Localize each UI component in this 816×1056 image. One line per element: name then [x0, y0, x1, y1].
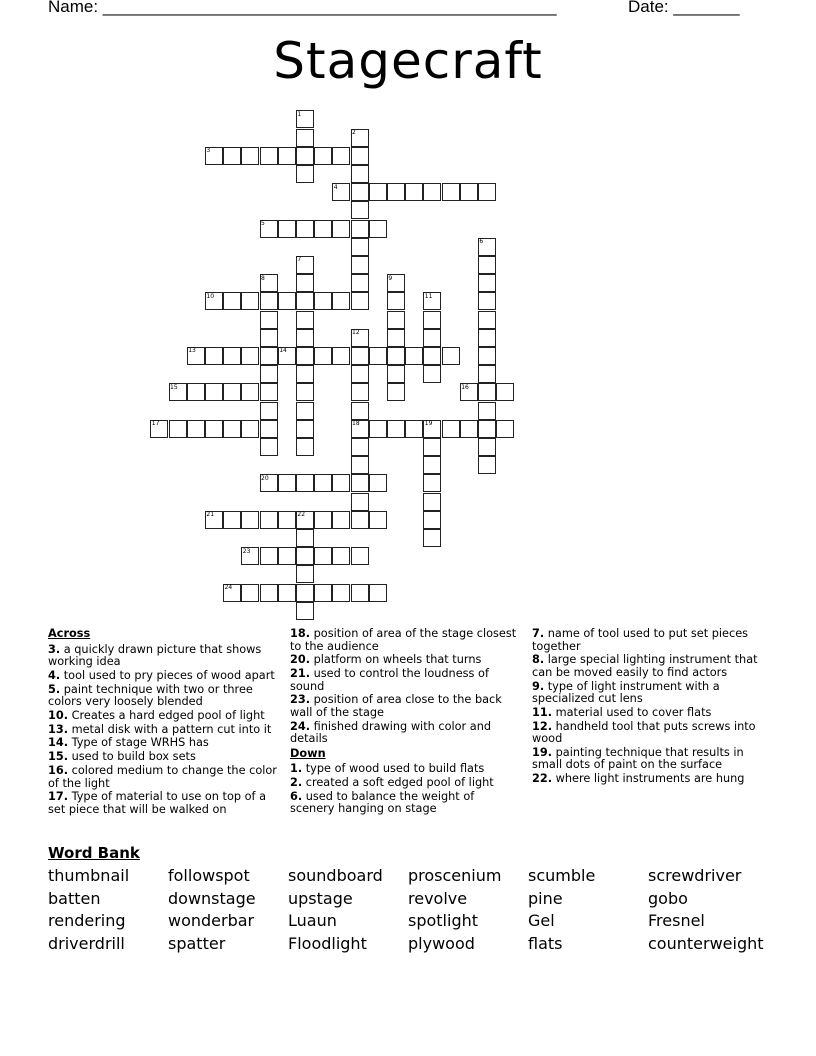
clue-number: 23.: [290, 693, 311, 707]
crossword-cell[interactable]: [387, 383, 405, 401]
crossword-cell[interactable]: [351, 347, 369, 365]
crossword-cell[interactable]: [260, 584, 278, 602]
crossword-cell[interactable]: [241, 584, 259, 602]
clue-number: 7.: [532, 627, 545, 640]
clue-item: [290, 763, 522, 776]
clue-item: [290, 654, 522, 667]
clues-column-2: [290, 628, 522, 817]
crossword-cell[interactable]: [278, 220, 296, 238]
crossword-cell[interactable]: [423, 456, 441, 474]
clue-number: 20.: [290, 653, 311, 667]
crossword-cell[interactable]: [351, 456, 369, 474]
crossword-cell[interactable]: [369, 584, 387, 602]
page-title: Stagecraft: [273, 32, 543, 90]
word-bank-item: thumbnail: [48, 866, 130, 885]
crossword-cell[interactable]: [351, 365, 369, 383]
clue-text: finished drawing with color and details: [290, 719, 492, 746]
crossword-cell[interactable]: [332, 547, 350, 565]
crossword-cell[interactable]: [460, 420, 478, 438]
clue-number: 7: [297, 256, 302, 264]
clue-item: [532, 721, 764, 746]
clue-number: 15: [170, 383, 178, 391]
crossword-cell[interactable]: [423, 329, 441, 347]
word-bank-item: Floodlight: [288, 934, 367, 954]
crossword-cell[interactable]: [460, 183, 478, 201]
clue-item: [48, 670, 278, 683]
clue-item: [290, 777, 522, 790]
crossword-cell[interactable]: [332, 511, 350, 529]
clue-number: 19.: [532, 745, 553, 759]
crossword-cell[interactable]: [223, 383, 241, 401]
crossword-cell[interactable]: [296, 402, 314, 420]
crossword-cell[interactable]: [260, 511, 278, 529]
clue-number: 18: [352, 420, 360, 428]
crossword-cell[interactable]: [296, 474, 314, 492]
clue-number: 15.: [48, 750, 69, 764]
clue-number: 1: [297, 110, 302, 118]
crossword-cell[interactable]: [260, 147, 278, 165]
clue-text: used to balance the weight of scenery hanging on stage: [290, 789, 475, 816]
crossword-cell[interactable]: [423, 438, 441, 456]
crossword-cell[interactable]: [351, 165, 369, 183]
crossword-cell[interactable]: [314, 474, 332, 492]
crossword-cell[interactable]: [423, 474, 441, 492]
clue-item: [48, 644, 278, 669]
crossword-cell[interactable]: [478, 365, 496, 383]
clue-number: 4: [333, 183, 338, 191]
crossword-cell[interactable]: [478, 256, 496, 274]
crossword-cell[interactable]: [351, 547, 369, 565]
crossword-cell[interactable]: [442, 420, 460, 438]
clue-number: 9: [388, 274, 393, 282]
clue-number: 20: [261, 474, 269, 482]
clue-text: tool used to pry pieces of wood apart: [60, 668, 275, 682]
clues-column-1: [48, 628, 278, 818]
crossword-cell[interactable]: [296, 420, 314, 438]
clue-text: used to control the loudness of sound: [290, 667, 489, 693]
crossword-cell[interactable]: [332, 584, 350, 602]
word-bank-item: scumble: [528, 866, 596, 885]
clue-number: 5: [261, 220, 265, 227]
clue-text: Type of stage WRHS has: [68, 736, 209, 750]
word-bank: [48, 866, 788, 966]
crossword-cell[interactable]: [169, 420, 187, 438]
clue-number: 19: [424, 420, 433, 428]
clue-text: a quickly drawn picture that shows working idea: [48, 642, 262, 668]
across-heading: Across: [48, 627, 91, 640]
clue-item: [290, 721, 522, 746]
crossword-cell[interactable]: [478, 292, 496, 310]
clue-number: 13.: [48, 722, 69, 736]
crossword-cell[interactable]: [241, 383, 259, 401]
crossword-cell[interactable]: [278, 474, 296, 492]
crossword-cell[interactable]: [241, 292, 259, 310]
crossword-cell[interactable]: [387, 347, 405, 365]
clues-column-3: [532, 628, 764, 787]
crossword-cell[interactable]: [351, 274, 369, 292]
clue-text: position of area close to the back wall of the stage: [290, 693, 502, 719]
crossword-cell[interactable]: [296, 602, 314, 620]
clue-text: large special lighting instrument that can be moved easily to find actors: [532, 653, 758, 679]
crossword-cell[interactable]: [296, 529, 314, 547]
crossword-cell[interactable]: [496, 420, 514, 438]
crossword-cell[interactable]: [314, 511, 332, 529]
crossword-cell[interactable]: [332, 347, 350, 365]
crossword-cell[interactable]: [296, 311, 314, 329]
crossword-cell[interactable]: [296, 547, 314, 565]
clue-text: paint technique with two or three colors very loosely blended: [48, 682, 253, 709]
clue-text: handheld tool that puts screws into wood: [532, 719, 756, 746]
clue-number: 8: [261, 274, 265, 282]
crossword-cell[interactable]: [241, 420, 259, 438]
name-field[interactable]: Name: ________________________________________________: [48, 0, 557, 16]
crossword-cell[interactable]: [296, 365, 314, 383]
crossword-cell[interactable]: [351, 220, 369, 238]
crossword-cell[interactable]: [296, 147, 314, 165]
word-bank-item: gobo: [648, 888, 688, 908]
crossword-cell[interactable]: [369, 347, 387, 365]
word-bank-item: Luaun: [288, 911, 337, 931]
word-bank-item: Fresnel: [648, 911, 705, 931]
crossword-cell[interactable]: [260, 420, 278, 438]
crossword-cell[interactable]: [387, 329, 405, 347]
clue-number: 11: [424, 292, 433, 300]
clue-text: used to build box sets: [68, 750, 196, 764]
crossword-cell[interactable]: [332, 292, 350, 310]
clue-item: [48, 684, 278, 709]
crossword-cell[interactable]: [223, 511, 241, 529]
crossword-cell[interactable]: [223, 420, 241, 438]
crossword-cell[interactable]: [478, 329, 496, 347]
crossword-cell[interactable]: [296, 129, 314, 147]
word-bank-item: screwdriver: [648, 866, 742, 885]
crossword-cell[interactable]: [369, 220, 387, 238]
clue-item: [48, 737, 278, 750]
date-field[interactable]: Date: _______: [628, 0, 740, 16]
crossword-cell[interactable]: [478, 402, 496, 420]
word-bank-item: followspot: [168, 866, 250, 885]
clue-number: 8.: [532, 653, 545, 667]
word-bank-title: Word Bank: [48, 844, 140, 862]
crossword-cell[interactable]: [314, 347, 332, 365]
crossword-cell[interactable]: [405, 183, 423, 201]
crossword-cell[interactable]: [405, 347, 423, 365]
crossword-cell[interactable]: [351, 147, 369, 165]
crossword-cell[interactable]: [187, 420, 205, 438]
crossword-cell[interactable]: [387, 183, 405, 201]
clue-text: material used to cover flats: [552, 705, 712, 719]
crossword-cell[interactable]: [369, 474, 387, 492]
clue-number: 1.: [290, 762, 303, 776]
clue-text: position of area of the stage closest to the audience: [290, 627, 517, 653]
crossword-cell[interactable]: [423, 511, 441, 529]
clue-number: 22.: [532, 772, 553, 786]
word-bank-item: driverdrill: [48, 934, 125, 954]
crossword-cell[interactable]: [442, 183, 460, 201]
clue-number: 16: [461, 383, 469, 391]
crossword-cell[interactable]: [314, 584, 332, 602]
word-bank-item: pine: [528, 888, 563, 908]
word-bank-item: rendering: [48, 911, 126, 931]
crossword-cell[interactable]: [332, 147, 350, 165]
crossword-cell[interactable]: [260, 311, 278, 329]
crossword-cell[interactable]: [260, 383, 278, 401]
clue-text: colored medium to change the color of the light: [48, 764, 277, 790]
clue-number: 2: [352, 129, 356, 136]
crossword-cell[interactable]: [351, 584, 369, 602]
clue-item: [48, 791, 278, 816]
crossword-cell[interactable]: [478, 383, 496, 401]
word-bank-item: counterweight: [648, 934, 764, 954]
crossword-cell[interactable]: [478, 183, 496, 201]
clue-number: 12: [352, 329, 360, 337]
crossword-cell[interactable]: [387, 292, 405, 310]
clue-item: [48, 710, 278, 723]
crossword-cell[interactable]: [241, 511, 259, 529]
crossword-cell[interactable]: [296, 347, 314, 365]
crossword-cell[interactable]: [260, 365, 278, 383]
clue-item: [532, 707, 764, 720]
clue-number: 5.: [48, 682, 61, 696]
crossword-cell[interactable]: [296, 438, 314, 456]
word-bank-item: flats: [528, 934, 563, 954]
crossword-cell[interactable]: [296, 383, 314, 401]
clue-number: 14.: [48, 736, 69, 750]
clue-number: 6: [479, 238, 484, 246]
word-bank-item: proscenium: [408, 866, 502, 885]
clue-text: Creates a hard edged pool of light: [68, 708, 265, 722]
word-bank-item: soundboard: [288, 866, 383, 885]
clue-item: [48, 751, 278, 764]
clue-number: 12.: [532, 719, 553, 733]
crossword-cell[interactable]: [496, 383, 514, 401]
clue-number: 17.: [48, 790, 69, 804]
crossword-cell[interactable]: [296, 165, 314, 183]
crossword-cell[interactable]: [478, 420, 496, 438]
clue-text: platform on wheels that turns: [310, 653, 482, 667]
clue-number: 9.: [532, 679, 545, 693]
clue-number: 4.: [48, 668, 61, 682]
clue-number: 10.: [48, 708, 69, 722]
crossword-cell[interactable]: [351, 183, 369, 201]
crossword-cell[interactable]: [260, 329, 278, 347]
crossword-cell[interactable]: [351, 201, 369, 219]
word-bank-item: downstage: [168, 888, 256, 908]
clue-text: where light instruments are hung: [552, 772, 745, 786]
crossword-cell[interactable]: [314, 292, 332, 310]
crossword-cell[interactable]: [223, 292, 241, 310]
crossword-cell[interactable]: [241, 147, 259, 165]
clue-text: metal disk with a pattern cut into it: [68, 722, 272, 736]
clue-text: name of tool used to put set pieces together: [532, 627, 749, 653]
crossword-cell[interactable]: [369, 183, 387, 201]
clue-number: 21: [206, 511, 215, 519]
crossword-cell[interactable]: [478, 438, 496, 456]
clue-item: [48, 765, 278, 790]
clue-item: [532, 747, 764, 772]
clue-number: 6.: [290, 789, 303, 803]
crossword-cell[interactable]: [241, 347, 259, 365]
clue-number: 24.: [290, 719, 311, 733]
clue-text: created a soft edged pool of light: [302, 775, 494, 789]
word-bank-item: batten: [48, 888, 101, 908]
crossword-cell[interactable]: [351, 383, 369, 401]
crossword-cell[interactable]: [351, 474, 369, 492]
clue-number: 13: [188, 347, 196, 355]
word-bank-item: spatter: [168, 934, 226, 954]
crossword-cell[interactable]: [296, 329, 314, 347]
crossword-cell[interactable]: [478, 347, 496, 365]
crossword-cell[interactable]: [260, 292, 278, 310]
crossword-cell[interactable]: [296, 220, 314, 238]
crossword-cell[interactable]: [423, 183, 441, 201]
clue-item: [290, 628, 522, 653]
crossword-cell[interactable]: [351, 238, 369, 256]
clue-number: 21.: [290, 667, 311, 681]
clue-item: [290, 791, 522, 816]
down-heading: Down: [290, 746, 326, 760]
word-bank-item: spotlight: [408, 911, 479, 931]
crossword-cell[interactable]: [351, 511, 369, 529]
crossword-cell[interactable]: [387, 365, 405, 383]
clue-text: Type of material to use on top of a set piece that will be walked on: [48, 790, 267, 816]
crossword-cell[interactable]: [442, 347, 460, 365]
crossword-cell[interactable]: [278, 547, 296, 565]
crossword-cell[interactable]: [478, 456, 496, 474]
crossword-cell[interactable]: [205, 347, 223, 365]
clue-number: 17: [151, 420, 160, 428]
crossword-cell[interactable]: [296, 292, 314, 310]
crossword-cell[interactable]: [423, 347, 441, 365]
crossword-cell[interactable]: [387, 311, 405, 329]
clue-number: 10: [206, 292, 215, 300]
crossword-cell[interactable]: [478, 311, 496, 329]
clue-text: type of wood used to build flats: [302, 762, 485, 776]
clue-item: [290, 694, 522, 719]
crossword-cell[interactable]: [478, 274, 496, 292]
clue-item: [532, 628, 764, 653]
clue-item: [532, 773, 764, 786]
crossword-cell[interactable]: [387, 420, 405, 438]
crossword-cell[interactable]: [223, 347, 241, 365]
crossword-cell[interactable]: [205, 420, 223, 438]
word-bank-item: upstage: [288, 888, 353, 908]
crossword-cell[interactable]: [423, 365, 441, 383]
clue-text: painting technique that results in small dots of paint on the surface: [532, 745, 744, 772]
clue-number: 22: [297, 511, 306, 519]
word-bank-item: wonderbar: [168, 911, 255, 931]
clue-number: 3: [206, 147, 211, 155]
clue-item: [48, 724, 278, 737]
crossword-cell[interactable]: [278, 147, 296, 165]
clue-number: 14: [279, 347, 287, 355]
clue-number: 24: [224, 584, 233, 591]
clue-item: [290, 668, 522, 693]
crossword-cell[interactable]: [369, 420, 387, 438]
clue-item: [532, 681, 764, 706]
crossword-cell[interactable]: [187, 383, 205, 401]
crossword-cell[interactable]: [351, 402, 369, 420]
crossword-cell[interactable]: [332, 220, 350, 238]
crossword-cell[interactable]: [278, 292, 296, 310]
clue-number: 11.: [532, 705, 553, 719]
crossword-cell[interactable]: [314, 147, 332, 165]
crossword-cell[interactable]: [405, 420, 423, 438]
clue-text: type of light instrument with a specialized cut lens: [532, 679, 720, 706]
crossword-cell[interactable]: [278, 511, 296, 529]
word-bank-item: revolve: [408, 888, 468, 908]
word-bank-item: Gel: [528, 911, 555, 931]
crossword-cell[interactable]: [332, 474, 350, 492]
crossword-cell[interactable]: [351, 292, 369, 310]
crossword-cell[interactable]: [260, 402, 278, 420]
clue-item: [532, 654, 764, 679]
crossword-cell[interactable]: [351, 493, 369, 511]
clue-number: 3.: [48, 642, 61, 656]
clue-number: 23: [242, 547, 251, 555]
crossword-cell[interactable]: [223, 147, 241, 165]
crossword-cell[interactable]: [423, 529, 441, 547]
crossword-cell[interactable]: [296, 584, 314, 602]
crossword-cell[interactable]: [278, 584, 296, 602]
crossword-cell[interactable]: [314, 547, 332, 565]
crossword-cell[interactable]: [351, 256, 369, 274]
crossword-cell[interactable]: [260, 438, 278, 456]
clue-number: 18.: [290, 627, 311, 640]
crossword-cell[interactable]: [423, 493, 441, 511]
crossword-cell[interactable]: [369, 511, 387, 529]
crossword-cell[interactable]: [351, 438, 369, 456]
crossword-cell[interactable]: [260, 547, 278, 565]
crossword-cell[interactable]: [296, 274, 314, 292]
word-bank-item: plywood: [408, 934, 475, 954]
crossword-cell[interactable]: [423, 311, 441, 329]
clue-number: 2.: [290, 775, 303, 789]
crossword-cell[interactable]: [314, 220, 332, 238]
crossword-cell[interactable]: [260, 347, 278, 365]
crossword-cell[interactable]: [296, 565, 314, 583]
crossword-cell[interactable]: [205, 383, 223, 401]
clue-number: 16.: [48, 764, 69, 778]
